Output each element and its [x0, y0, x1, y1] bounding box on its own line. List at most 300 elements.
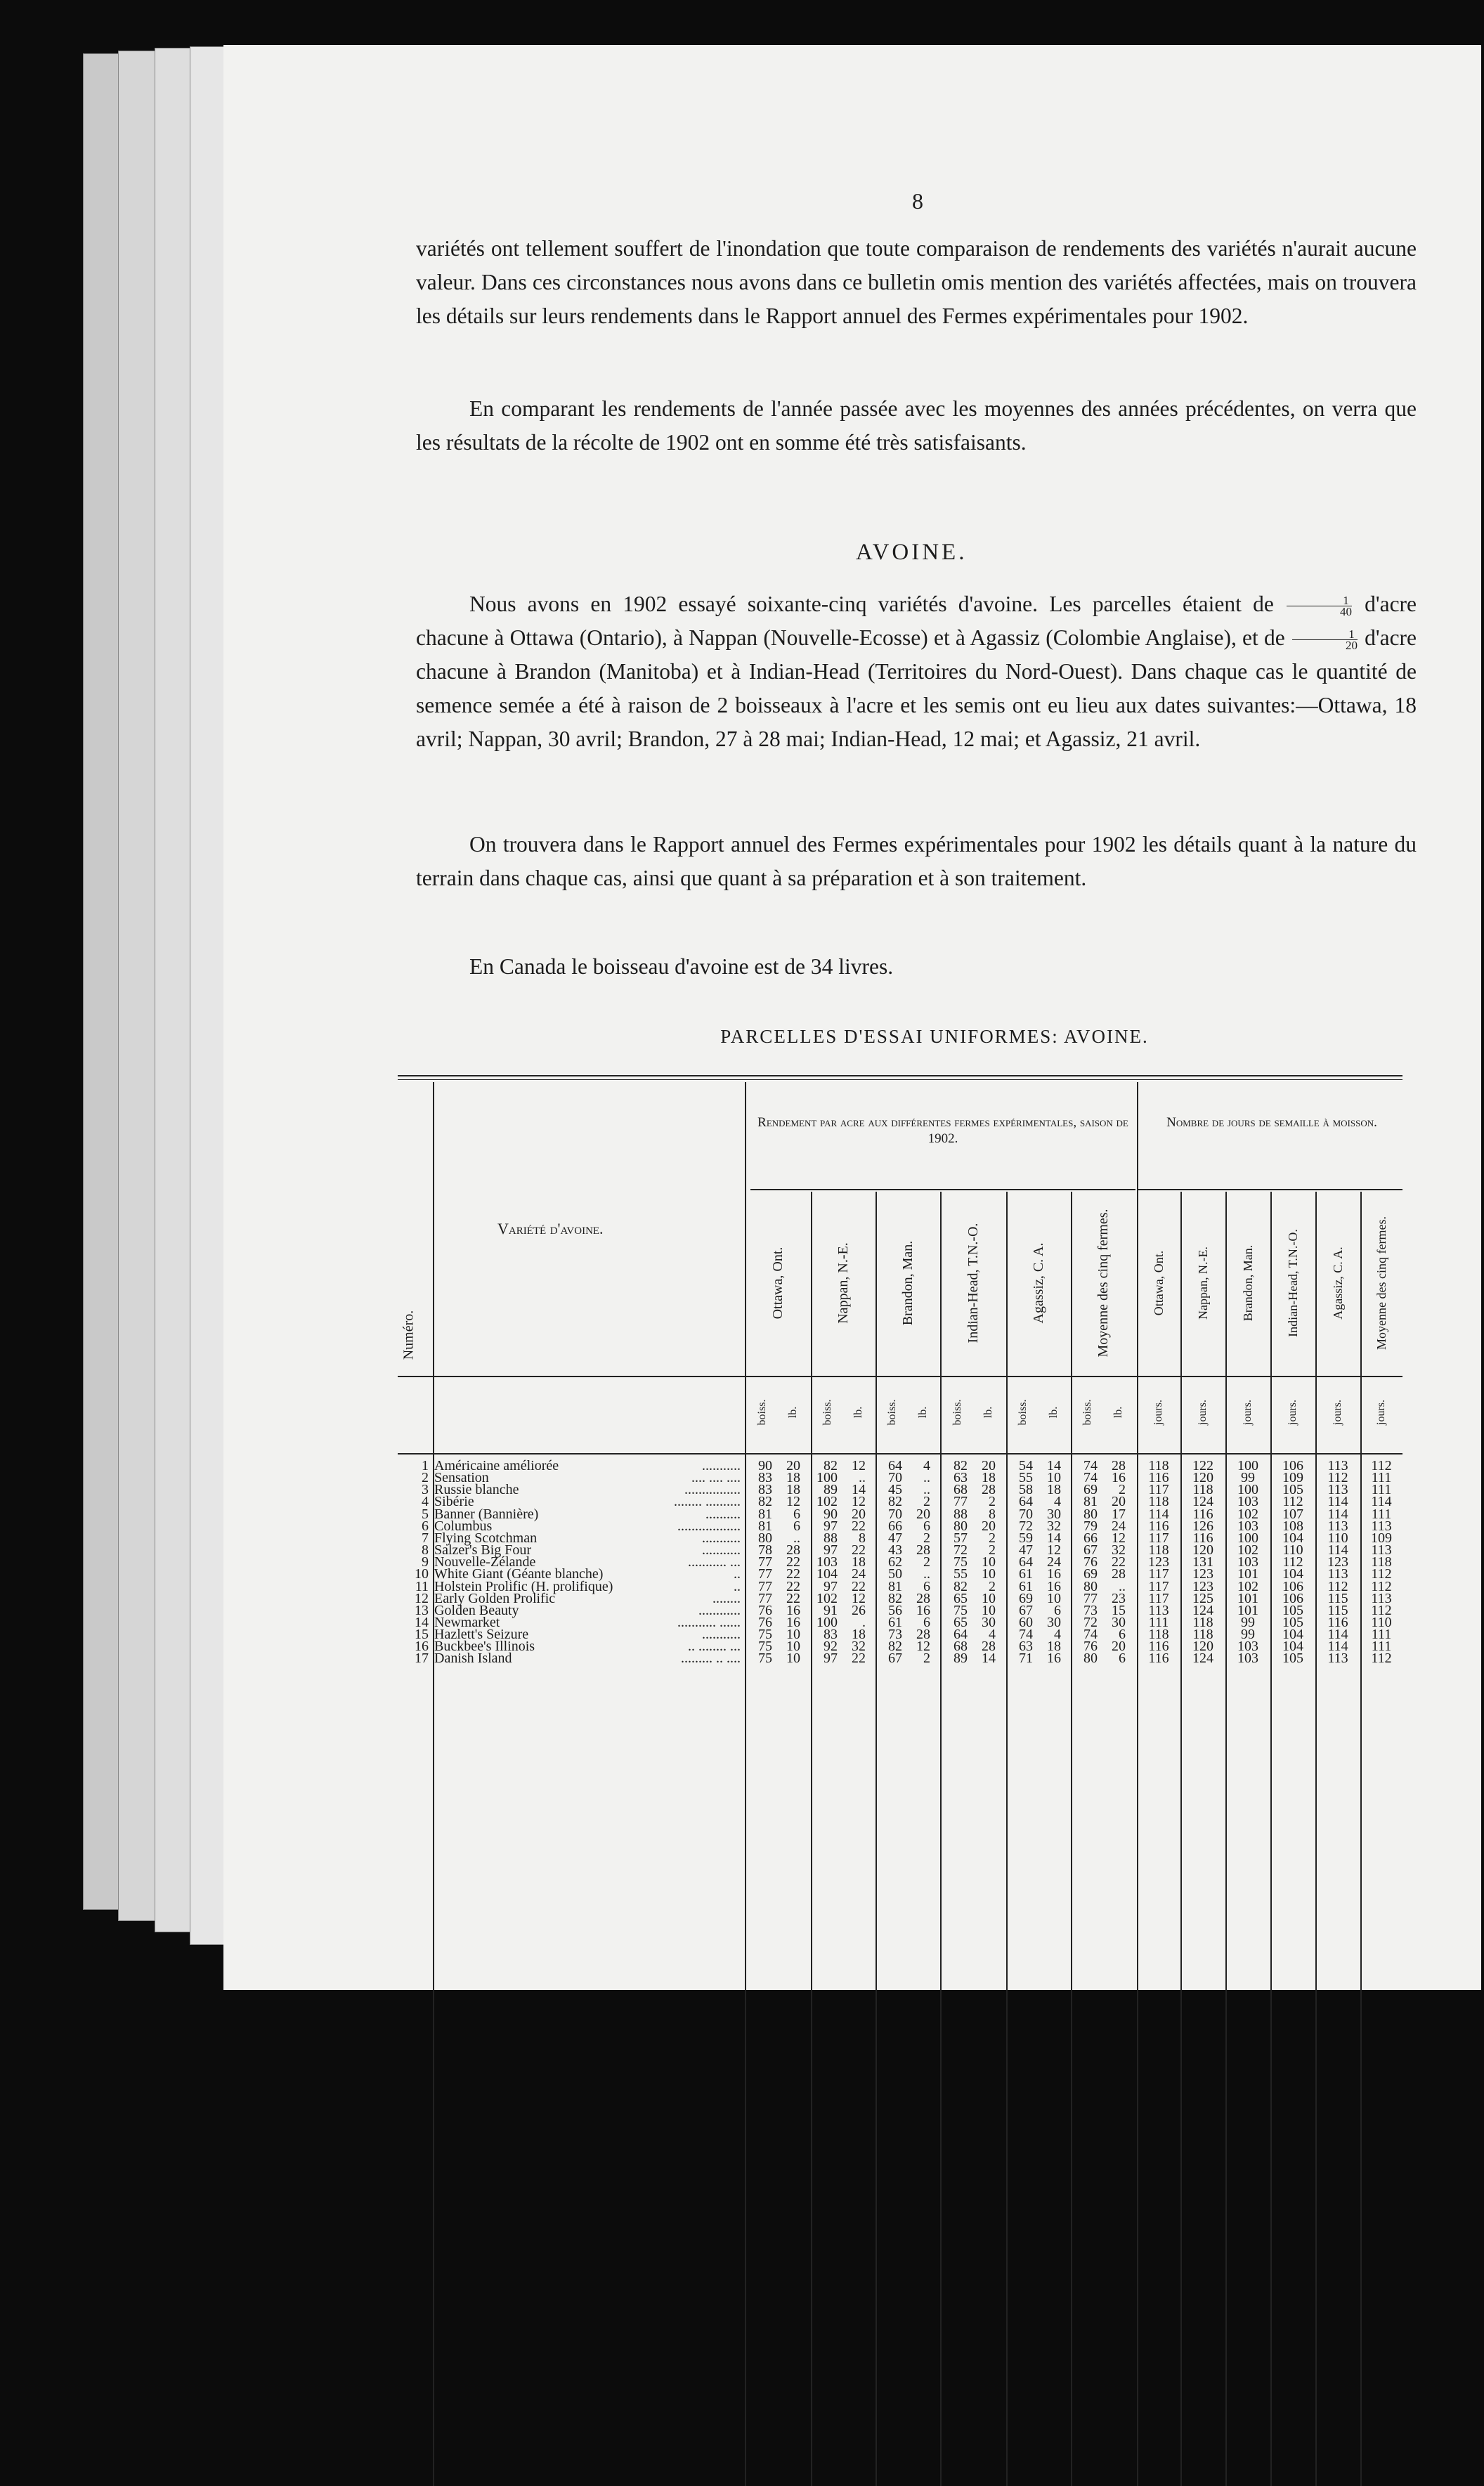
yield-boiss-cell: 80 [758, 1530, 772, 1546]
yield-boiss-cell: 77 [758, 1566, 772, 1582]
yield-boiss-cell: 81 [758, 1506, 772, 1522]
days-cell: 116 [1192, 1530, 1213, 1546]
yield-boiss-cell: 69 [1083, 1566, 1098, 1582]
number-column-header: Numéro. [401, 1310, 417, 1360]
days-cell: 112 [1282, 1554, 1303, 1570]
yield-lb-cell: 23 [1112, 1590, 1126, 1606]
days-cell: 118 [1148, 1542, 1169, 1558]
yield-boiss-cell: 76 [758, 1614, 772, 1630]
yield-lb-cell: 10 [786, 1627, 800, 1643]
yield-lb-cell: 30 [1112, 1614, 1126, 1630]
table-header-rule [398, 1376, 1402, 1377]
days-cell: 118 [1148, 1627, 1169, 1643]
page-number: 8 [912, 188, 923, 214]
yield-lb-cell: 32 [852, 1639, 866, 1655]
yield-boiss-cell: 70 [1019, 1506, 1033, 1522]
days-cell: 111 [1148, 1614, 1169, 1630]
row-number: 4 [422, 1494, 429, 1510]
yield-lb-cell: 18 [1047, 1639, 1061, 1655]
variety-name: Early Golden Prolific [434, 1590, 556, 1606]
row-number: 12 [415, 1590, 429, 1606]
yield-lb-cell: 12 [916, 1639, 930, 1655]
table-top-rule [398, 1075, 1402, 1076]
days-cell: 99 [1241, 1470, 1255, 1486]
days-cell: 125 [1192, 1590, 1213, 1606]
days-cell: 116 [1148, 1651, 1169, 1667]
days-cell: 112 [1327, 1578, 1348, 1594]
days-cell: 114 [1327, 1542, 1348, 1558]
days-cell: 117 [1148, 1482, 1169, 1498]
unit-boiss: boiss. [951, 1399, 963, 1426]
yield-lb-cell: .. [793, 1530, 800, 1546]
unit-jours: jours. [1242, 1400, 1254, 1425]
leader-dots: ........ [712, 1590, 741, 1606]
yield-column-header: Brandon, Man. [900, 1240, 916, 1326]
days-cell: 113 [1371, 1590, 1392, 1606]
days-cell: 113 [1371, 1518, 1392, 1534]
yield-lb-cell: 22 [852, 1542, 866, 1558]
yield-boiss-cell: 55 [1019, 1470, 1033, 1486]
yield-lb-cell: .. [923, 1566, 930, 1582]
leader-dots: ........... [702, 1627, 741, 1643]
days-cell: 131 [1192, 1554, 1213, 1570]
days-cell: 110 [1371, 1614, 1392, 1630]
yield-lb-cell: 20 [982, 1458, 996, 1473]
days-cell: 114 [1327, 1494, 1348, 1510]
days-cell: 108 [1282, 1518, 1303, 1534]
days-cell: 120 [1192, 1639, 1213, 1655]
yield-column-header: Agassiz, C. A. [1031, 1242, 1046, 1324]
days-cell: 102 [1237, 1506, 1258, 1522]
unit-lb: lb. [1048, 1406, 1060, 1419]
days-cell: 117 [1148, 1566, 1169, 1582]
yield-lb-cell: 16 [1047, 1578, 1061, 1594]
days-cell: 118 [1192, 1627, 1213, 1643]
days-cell: 109 [1371, 1530, 1392, 1546]
days-cell: 105 [1282, 1602, 1303, 1618]
yield-lb-cell: 30 [982, 1614, 996, 1630]
yield-boiss-cell: 64 [888, 1458, 902, 1473]
days-cell: 103 [1237, 1518, 1258, 1534]
yield-boiss-cell: 63 [953, 1470, 968, 1486]
yield-lb-cell: 6 [1119, 1651, 1126, 1667]
yield-lb-cell: 4 [923, 1458, 930, 1473]
yield-boiss-cell: 88 [824, 1530, 838, 1546]
days-column-header: Brandon, Man. [1241, 1244, 1255, 1322]
leader-dots: ............ [698, 1602, 741, 1618]
leader-dots: ........... [702, 1458, 741, 1473]
yield-boiss-cell: 68 [953, 1482, 968, 1498]
days-cell: 104 [1282, 1639, 1303, 1655]
yield-boiss-cell: 88 [953, 1506, 968, 1522]
yield-boiss-cell: 92 [824, 1639, 838, 1655]
days-cell: 124 [1192, 1494, 1213, 1510]
yield-lb-cell: 18 [786, 1482, 800, 1498]
yield-boiss-cell: 61 [888, 1614, 902, 1630]
yield-boiss-cell: 97 [824, 1518, 838, 1534]
variety-name: Russie blanche [434, 1482, 519, 1498]
yield-lb-cell: 26 [852, 1602, 866, 1618]
days-cell: 103 [1237, 1494, 1258, 1510]
yield-lb-cell: 22 [786, 1578, 800, 1594]
yield-lb-cell: 2 [989, 1530, 996, 1546]
yield-boiss-cell: 102 [816, 1494, 838, 1510]
row-number: 7 [422, 1530, 429, 1546]
days-cell: 113 [1327, 1566, 1348, 1582]
yield-boiss-cell: 61 [1019, 1578, 1033, 1594]
yield-lb-cell: 20 [916, 1506, 930, 1522]
days-cell: 107 [1282, 1506, 1303, 1522]
leader-dots: ........... ... [688, 1554, 741, 1570]
yield-boiss-cell: 102 [816, 1590, 838, 1606]
column-divider [940, 1192, 942, 2486]
days-cell: 117 [1148, 1530, 1169, 1546]
yield-lb-cell: 22 [786, 1590, 800, 1606]
leader-dots: ........... [702, 1542, 741, 1558]
yield-lb-cell: 2 [923, 1651, 930, 1667]
days-cell: 102 [1237, 1542, 1258, 1558]
days-cell: 113 [1327, 1458, 1348, 1473]
row-number: 13 [415, 1602, 429, 1618]
yield-lb-cell: 2 [923, 1494, 930, 1510]
yield-lb-cell: 20 [1112, 1494, 1126, 1510]
yield-lb-cell: .. [859, 1470, 866, 1486]
yield-boiss-cell: 67 [1019, 1602, 1033, 1618]
days-cell: 126 [1192, 1518, 1213, 1534]
yield-lb-cell: 6 [1119, 1627, 1126, 1643]
yield-lb-cell: 30 [1047, 1506, 1061, 1522]
yield-lb-cell: 6 [1054, 1602, 1061, 1618]
yield-lb-cell: 16 [916, 1602, 930, 1618]
yield-boiss-cell: 103 [816, 1554, 838, 1570]
paragraph-plots-b: d'acre chacune à Ottawa (Ontario), à Nappan (Nouvelle-Ecosse) et à Agassiz (Colombie Anglaise), et de [416, 592, 1417, 650]
column-divider [811, 1192, 812, 2486]
yield-boiss-cell: 72 [1083, 1614, 1098, 1630]
yield-lb-cell: . [862, 1614, 866, 1630]
yield-boiss-cell: 81 [888, 1578, 902, 1594]
yield-boiss-cell: 77 [758, 1578, 772, 1594]
yield-boiss-cell: 90 [758, 1458, 772, 1473]
yield-lb-cell: 20 [1112, 1639, 1126, 1655]
yield-boiss-cell: 80 [953, 1518, 968, 1534]
days-cell: 118 [1192, 1482, 1213, 1498]
fraction-numerator: 1 [1287, 595, 1352, 606]
days-cell: 102 [1237, 1578, 1258, 1594]
yield-lb-cell: 12 [852, 1458, 866, 1473]
days-cell: 122 [1192, 1458, 1213, 1473]
yield-lb-cell: 10 [786, 1639, 800, 1655]
yield-boiss-cell: 62 [888, 1554, 902, 1570]
yield-lb-cell: 12 [852, 1590, 866, 1606]
days-column-header: Agassiz, C. A. [1331, 1247, 1345, 1320]
days-cell: 99 [1241, 1627, 1255, 1643]
yield-boiss-cell: 90 [824, 1506, 838, 1522]
yield-boiss-cell: 63 [1019, 1639, 1033, 1655]
yield-boiss-cell: 76 [1083, 1639, 1098, 1655]
unit-jours: jours. [1375, 1400, 1387, 1425]
paragraph-comparison: En comparant les rendements de l'année passée avec les moyennes des années précédentes, on verra que les résultats de la récolte de 1902 ont en somme été très satisfaisants. [416, 396, 1417, 455]
yield-boiss-cell: 97 [824, 1542, 838, 1558]
leader-dots: ........ .......... [674, 1494, 741, 1510]
yield-boiss-cell: 75 [758, 1627, 772, 1643]
yield-lb-cell: 12 [1047, 1542, 1061, 1558]
leader-dots: ........... ...... [677, 1614, 741, 1630]
yield-lb-cell: 28 [916, 1590, 930, 1606]
variety-name: Nouvelle-Zélande [434, 1554, 536, 1570]
yield-boiss-cell: 71 [1019, 1651, 1033, 1667]
yield-group-header: Rendement par acre aux différentes fermes expérimentales, saison de 1902. [757, 1115, 1128, 1146]
yield-lb-cell: 12 [786, 1494, 800, 1510]
yield-lb-cell: 6 [923, 1614, 930, 1630]
unit-lb: lb. [852, 1406, 864, 1419]
variety-name: Flying Scotchman [434, 1530, 538, 1546]
yield-lb-cell: 10 [1047, 1590, 1061, 1606]
row-number: 11 [415, 1578, 429, 1594]
yield-lb-cell: 16 [1047, 1651, 1061, 1667]
variety-column-header: Variété d'avoine. [497, 1220, 604, 1237]
days-cell: 112 [1327, 1470, 1348, 1486]
column-divider [1006, 1192, 1008, 2486]
days-cell: 103 [1237, 1651, 1258, 1667]
days-cell: 116 [1327, 1614, 1348, 1630]
yield-boiss-cell: 55 [953, 1566, 968, 1582]
unit-lb: lb. [917, 1406, 929, 1419]
days-cell: 115 [1327, 1590, 1348, 1606]
days-cell: 104 [1282, 1566, 1303, 1582]
days-cell: 120 [1192, 1470, 1213, 1486]
yield-boiss-cell: 82 [888, 1494, 902, 1510]
yield-boiss-cell: 81 [1083, 1494, 1098, 1510]
yield-boiss-cell: 56 [888, 1602, 902, 1618]
column-divider [1315, 1192, 1317, 2486]
days-cell: 103 [1237, 1554, 1258, 1570]
yield-lb-cell: 4 [989, 1627, 996, 1643]
yield-boiss-cell: 77 [1083, 1590, 1098, 1606]
yield-column-header: Nappan, N.-E. [835, 1242, 851, 1324]
days-cell: 105 [1282, 1614, 1303, 1630]
yield-boiss-cell: 77 [758, 1554, 772, 1570]
leader-dots: .. ........ ... [688, 1639, 741, 1655]
column-divider [1225, 1192, 1227, 2486]
yield-boiss-cell: 74 [1083, 1627, 1098, 1643]
days-cell: 101 [1237, 1602, 1258, 1618]
yield-boiss-cell: 75 [953, 1554, 968, 1570]
yield-lb-cell: 28 [982, 1639, 996, 1655]
yield-column-header: Ottawa, Ont. [770, 1247, 786, 1320]
days-cell: 116 [1192, 1506, 1213, 1522]
days-cell: 118 [1371, 1554, 1392, 1570]
paragraph-plots-c: d'acre chacune à Brandon (Manitoba) et à Indian-Head (Territoires du Nord-Ouest). Dans chaque cas le quantité de semence semée a été à raison de 2 boisseaux à l'acre et les semis ont eu lieu aux dates suivantes:—Ottawa, 18 avril; Nappan, 30 avril; Brandon, 27 à 28 mai; Indian-Head, 12 mai; et Agassiz, 21 avril. [416, 625, 1417, 751]
days-cell: 99 [1241, 1614, 1255, 1630]
days-column-header: Moyenne des cinq fermes. [1374, 1216, 1388, 1350]
days-cell: 117 [1148, 1578, 1169, 1594]
days-cell: 105 [1282, 1651, 1303, 1667]
yield-lb-cell: 17 [1112, 1506, 1126, 1522]
yield-boiss-cell: 72 [953, 1542, 968, 1558]
days-cell: 100 [1237, 1458, 1258, 1473]
days-column-header: Nappan, N.-E. [1196, 1247, 1210, 1320]
yield-lb-cell: 16 [1047, 1566, 1061, 1582]
yield-lb-cell: 6 [793, 1506, 800, 1522]
yield-boiss-cell: 81 [758, 1518, 772, 1534]
yield-lb-cell: 8 [859, 1530, 866, 1546]
yield-boiss-cell: 50 [888, 1566, 902, 1582]
column-divider [876, 1192, 877, 2486]
leader-dots: ........... [702, 1530, 741, 1546]
unit-jours: jours. [1332, 1400, 1343, 1425]
column-divider [1180, 1192, 1182, 2486]
yield-lb-cell: .. [1119, 1578, 1126, 1594]
days-column-header: Ottawa, Ont. [1152, 1250, 1166, 1316]
days-cell: 100 [1237, 1482, 1258, 1498]
yield-lb-cell: 2 [989, 1494, 996, 1510]
yield-boiss-cell: 79 [1083, 1518, 1098, 1534]
column-divider [1360, 1192, 1362, 2486]
days-cell: 123 [1148, 1554, 1169, 1570]
yield-boiss-cell: 100 [816, 1614, 838, 1630]
yield-boiss-cell: 57 [953, 1530, 968, 1546]
row-number: 10 [415, 1566, 429, 1582]
days-cell: 123 [1192, 1566, 1213, 1582]
yield-boiss-cell: 70 [888, 1470, 902, 1486]
group-underline-yield [750, 1189, 1135, 1190]
days-cell: 115 [1327, 1602, 1348, 1618]
variety-name: Hazlett's Seizure [434, 1627, 529, 1643]
leader-dots: .. [734, 1566, 741, 1582]
yield-lb-cell: 14 [1047, 1458, 1061, 1473]
variety-name: Sibérie [434, 1494, 474, 1510]
yield-boiss-cell: 74 [1019, 1627, 1033, 1643]
days-cell: 111 [1371, 1639, 1392, 1655]
variety-name: Américaine améliorée [434, 1458, 559, 1473]
days-cell: 117 [1148, 1590, 1169, 1606]
days-cell: 124 [1192, 1651, 1213, 1667]
yield-lb-cell: 28 [916, 1627, 930, 1643]
yield-lb-cell: 8 [989, 1506, 996, 1522]
yield-lb-cell: 4 [1054, 1494, 1061, 1510]
yield-boiss-cell: 82 [888, 1639, 902, 1655]
yield-lb-cell: 24 [1112, 1518, 1126, 1534]
yield-lb-cell: 28 [916, 1542, 930, 1558]
yield-lb-cell: 14 [1047, 1530, 1061, 1546]
paragraph-plots [416, 587, 1417, 756]
days-cell: 113 [1327, 1482, 1348, 1498]
days-cell: 114 [1327, 1639, 1348, 1655]
days-cell: 123 [1192, 1578, 1213, 1594]
yield-boiss-cell: 69 [1019, 1590, 1033, 1606]
unit-boiss: boiss. [1017, 1399, 1029, 1426]
yield-lb-cell: 30 [1047, 1614, 1061, 1630]
yield-lb-cell: 4 [1054, 1627, 1061, 1643]
days-cell: 111 [1371, 1470, 1392, 1486]
yield-boiss-cell: 82 [824, 1458, 838, 1473]
yield-lb-cell: 10 [982, 1602, 996, 1618]
yield-lb-cell: 2 [923, 1554, 930, 1570]
yield-boiss-cell: 77 [758, 1590, 772, 1606]
yield-lb-cell: 18 [982, 1470, 996, 1486]
unit-boiss: boiss. [756, 1399, 768, 1426]
column-divider [1137, 1082, 1138, 2486]
document-page [223, 45, 1481, 1990]
row-number: 2 [422, 1470, 429, 1486]
days-cell: 111 [1371, 1627, 1392, 1643]
row-number: 3 [422, 1482, 429, 1498]
yield-boiss-cell: 82 [888, 1590, 902, 1606]
yield-boiss-cell: 66 [888, 1518, 902, 1534]
yield-column-header: Indian-Head, T.N.-O. [965, 1223, 981, 1343]
yield-boiss-cell: 80 [1083, 1578, 1098, 1594]
table-units-rule [398, 1453, 1402, 1454]
variety-name: White Giant (Géante blanche) [434, 1566, 604, 1582]
yield-lb-cell: 28 [982, 1482, 996, 1498]
yield-boiss-cell: 65 [953, 1590, 968, 1606]
column-divider [1270, 1192, 1272, 2486]
days-cell: 109 [1282, 1470, 1303, 1486]
days-cell: 113 [1148, 1602, 1169, 1618]
yield-lb-cell: 24 [852, 1566, 866, 1582]
paragraph-report: On trouvera dans le Rapport annuel des Fermes expérimentales pour 1902 les détails quant à la nature du terrain dans chaque cas, ainsi que quant à sa préparation et à son traitement. [416, 832, 1417, 890]
unit-boiss: boiss. [1081, 1399, 1093, 1426]
fraction-denominator: 20 [1345, 639, 1358, 653]
days-cell: 112 [1371, 1602, 1392, 1618]
yield-boiss-cell: 73 [888, 1627, 902, 1643]
yield-lb-cell: 2 [1119, 1482, 1126, 1498]
yield-boiss-cell: 72 [1019, 1518, 1033, 1534]
yield-lb-cell: 16 [1112, 1470, 1126, 1486]
yield-boiss-cell: 64 [953, 1627, 968, 1643]
yield-boiss-cell: 83 [758, 1470, 772, 1486]
yield-lb-cell: 28 [1112, 1566, 1126, 1582]
yield-lb-cell: 22 [786, 1566, 800, 1582]
table-top-rule [398, 1079, 1402, 1080]
leader-dots: ................ [684, 1482, 741, 1498]
leader-dots: .... .... .... [691, 1470, 741, 1486]
days-cell: 104 [1282, 1530, 1303, 1546]
yield-lb-cell: 28 [786, 1542, 800, 1558]
variety-name: Danish Island [434, 1651, 512, 1667]
yield-lb-cell: 28 [1112, 1458, 1126, 1473]
yield-lb-cell: 6 [923, 1578, 930, 1594]
yield-boiss-cell: 70 [888, 1506, 902, 1522]
days-cell: 104 [1282, 1627, 1303, 1643]
days-cell: 112 [1282, 1494, 1303, 1510]
unit-boiss: boiss. [821, 1399, 833, 1426]
yield-boiss-cell: 75 [758, 1651, 772, 1667]
yield-boiss-cell: 83 [758, 1482, 772, 1498]
days-cell: 118 [1192, 1614, 1213, 1630]
variety-name: Banner (Bannière) [434, 1506, 539, 1522]
leader-dots: .......... [705, 1506, 741, 1522]
yield-lb-cell: 32 [1047, 1518, 1061, 1534]
yield-boiss-cell: 73 [1083, 1602, 1098, 1618]
days-cell: 114 [1371, 1494, 1392, 1510]
days-cell: 101 [1237, 1566, 1258, 1582]
yield-lb-cell: 18 [786, 1470, 800, 1486]
yield-boiss-cell: 54 [1019, 1458, 1033, 1473]
yield-boiss-cell: 74 [1083, 1458, 1098, 1473]
yield-boiss-cell: 45 [888, 1482, 902, 1498]
yield-lb-cell: 16 [786, 1602, 800, 1618]
days-cell: 113 [1371, 1542, 1392, 1558]
fraction-denominator: 40 [1339, 605, 1352, 619]
yield-boiss-cell: 69 [1083, 1482, 1098, 1498]
column-divider [433, 1082, 434, 2486]
yield-boiss-cell: 43 [888, 1542, 902, 1558]
yield-lb-cell: 20 [786, 1458, 800, 1473]
yield-lb-cell: 18 [1047, 1482, 1061, 1498]
yield-boiss-cell: 82 [953, 1578, 968, 1594]
yield-lb-cell: 18 [852, 1554, 866, 1570]
